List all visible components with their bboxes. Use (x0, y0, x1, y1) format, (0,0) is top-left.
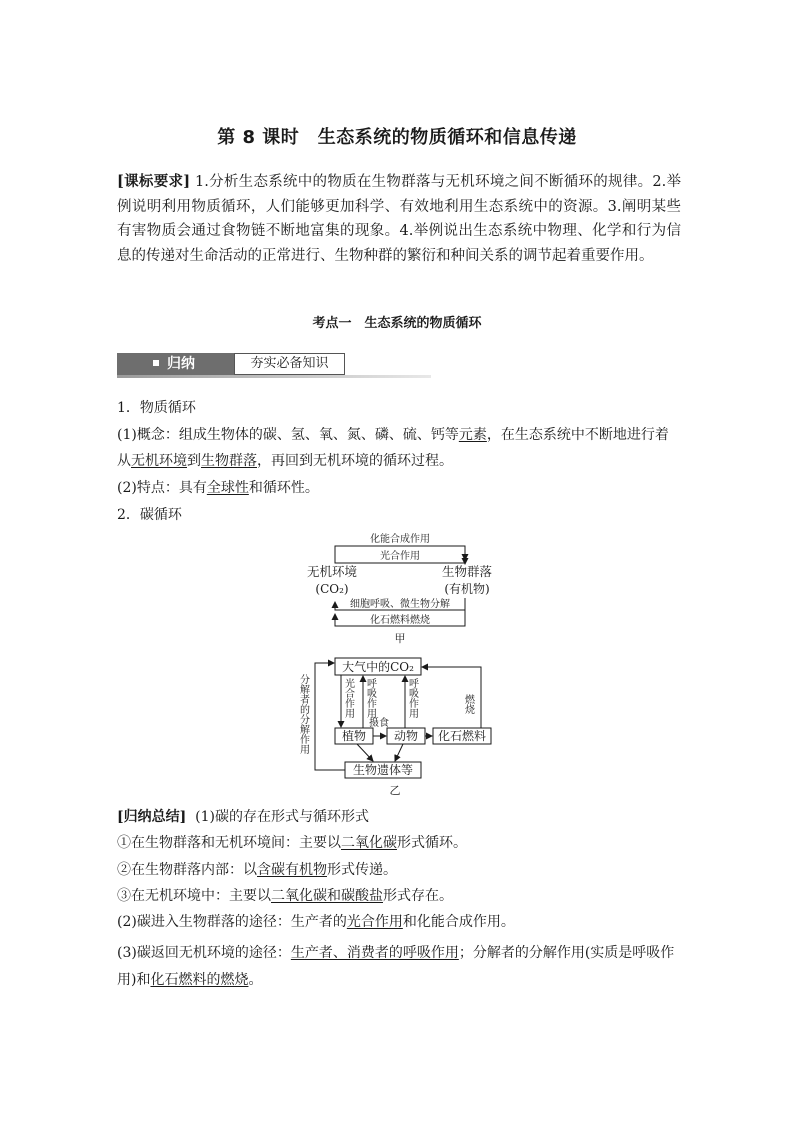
summary-l5-text-1: (2)碳进入生物群落的途径：生产者的 (117, 914, 347, 930)
summary-l6-text-2: ；分解者的分解作用(实质是呼吸作用)和 (117, 945, 675, 988)
banner-rule (117, 375, 431, 378)
yi-label-photo: 光合作用 (342, 678, 354, 718)
jia-co2: (CO₂) (315, 582, 349, 596)
summary-l6-text-3: 。 (248, 972, 263, 988)
summary-l2-text-2: 形式循环。 (397, 835, 467, 851)
yi-caption: 乙 (389, 784, 401, 797)
jia-label-respiration: 细胞呼吸、微生物分解 (350, 599, 450, 610)
summary-l2-text-1: ①在生物群落和无机环境间：主要以 (117, 835, 341, 851)
feature-text-1: (2)特点：具有 (117, 480, 207, 496)
requirements-text: 1.分析生态系统中的物质在生物群落与无机环境之间不断循环的规律。2.举例说明利用物质循环，人们能够更加科学、有效地利用生态系统中的资源。3.阐明某些有害物质会通过食物链不断地富集的现象。4.举例说出生态系统中物理、化学和行为信息的传递对生命活动的正常进行、生物种群的繁衍和种间关系的调节起着重要作用。 (117, 174, 681, 264)
summary-line-6 (117, 940, 681, 994)
summary-l5-keyword: 光合作用 (346, 914, 403, 930)
summary-l4-text-2: 形式存在。 (383, 888, 453, 904)
summary-tag: [归纳总结] (117, 809, 187, 825)
yi-atmosphere: 大气中的CO₂ (342, 660, 414, 674)
heading-carbon-cycle: 2．碳循环 (117, 507, 182, 523)
jia-label-chemosynthesis: 化能合成作用 (370, 534, 430, 545)
summary-line-3 (117, 860, 681, 880)
yi-label-burn: 燃烧 (462, 694, 474, 714)
requirements-tag: [课标要求] (117, 173, 191, 190)
concept-paragraph (117, 422, 681, 474)
page-title: 第 8 课时 生态系统的物质循环和信息传递 (217, 127, 577, 148)
summary-l4-keyword: 二氧化碳和碳酸盐 (271, 888, 383, 904)
summary-l5-text-2: 和化能合成作用。 (402, 914, 515, 930)
summary-l3-text-2: 形式传递。 (327, 862, 397, 878)
yi-label-decomposer: 分解者的分解作用 (297, 674, 309, 754)
feature-keyword-global: 全球性 (206, 480, 249, 496)
jia-label-combustion: 化石燃料燃烧 (370, 615, 430, 626)
yi-remains: 生物遗体等 (352, 763, 414, 777)
jia-caption: 甲 (394, 632, 406, 645)
concept-text-1: (1)概念：组成生物体的碳、氢、氧、氮、磷、硫、钙等 (117, 427, 459, 443)
summary-l2-keyword: 二氧化碳 (341, 835, 397, 851)
yi-plant: 植物 (341, 729, 367, 743)
concept-keyword-community: 生物群落 (201, 453, 257, 469)
jia-label-photosynthesis: 光合作用 (380, 551, 420, 562)
yi-arrow-plant-remains (357, 744, 373, 761)
banner-dark-label: 归纳 (167, 356, 195, 372)
yi-arrow-animal-remains (395, 744, 403, 761)
summary-banner (117, 353, 431, 377)
yi-label-resp1: 呼吸作用 (364, 678, 376, 718)
yi-animal: 动物 (393, 729, 419, 743)
summary-l6-keyword-1: 生产者、消费者的呼吸作用 (290, 945, 459, 961)
square-icon (153, 360, 159, 366)
yi-fossil: 化石燃料 (437, 729, 487, 743)
yi-label-resp2: 呼吸作用 (406, 678, 418, 718)
section-title: 考点一 生态系统的物质循环 (312, 316, 482, 331)
summary-heading (117, 807, 681, 827)
concept-keyword-abiotic: 无机环境 (131, 453, 187, 469)
summary-line-5 (117, 912, 681, 932)
banner-dark-tab (117, 353, 234, 375)
feature-text-2: 和循环性。 (248, 480, 319, 496)
summary-l6-text-1: (3)碳返回无机环境的途径： (117, 945, 291, 961)
summary-line-2 (117, 833, 681, 853)
summary-l3-text-1: ②在生物群落内部：以 (117, 862, 257, 878)
jia-organic: (有机物) (444, 582, 490, 596)
curriculum-requirements (117, 170, 681, 268)
jia-abiotic: 无机环境 (306, 564, 358, 579)
summary-l6-keyword-2: 化石燃料的燃烧 (150, 972, 249, 988)
yi-label-eat: 摄食 (369, 718, 389, 729)
concept-keyword-elements: 元素 (458, 427, 487, 443)
summary-line-1: (1)碳的存在形式与循环形式 (195, 809, 369, 825)
feature-line (117, 478, 681, 498)
summary-l3-keyword: 含碳有机物 (257, 862, 327, 878)
summary-line-4 (117, 886, 681, 906)
jia-community: 生物群落 (441, 564, 493, 579)
diagram-yi (295, 652, 500, 797)
banner-light-tab: 夯实必备知识 (234, 353, 345, 375)
diagram-jia (290, 528, 510, 648)
concept-text-2: ，在生态系统中不断地进行着从 (117, 427, 669, 469)
summary-l4-text-1: ③在无机环境中：主要以 (117, 888, 271, 904)
concept-text-3: 到 (187, 453, 201, 469)
heading-material-cycle: 1．物质循环 (117, 400, 196, 416)
concept-text-4: ，再回到无机环境的循环过程。 (257, 453, 453, 469)
